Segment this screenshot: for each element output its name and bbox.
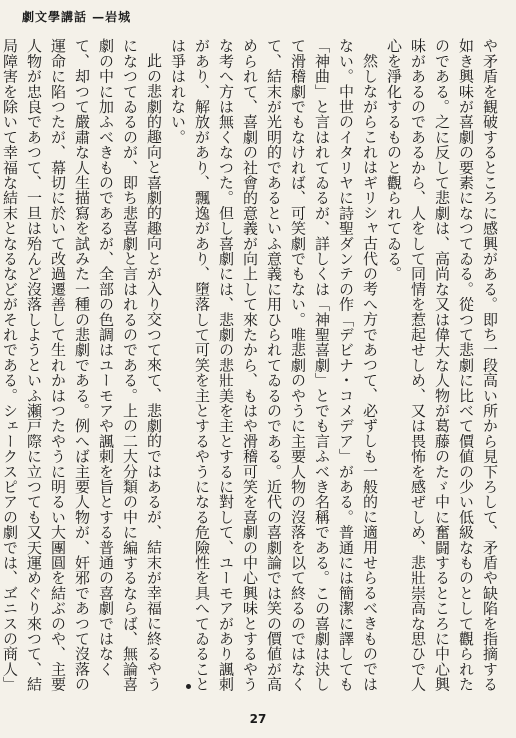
- paragraph: 此の悲劇的趣向と喜劇的趣向とが入り交つて來て、悲劇的ではあるが、結末が幸福に終るやうになつてゐるのが、即ち悲喜劇と言はれるのである。上の二大分類の中に編するならば、無論喜劇の中に加ふべきものであるが、全部の色調はユーモアや諷刺を旨とする普通の喜劇ではなくて、却つて嚴肅な人生描寫を試みた一種の悲劇である。例へば主要人物が、奸邪であつて沒落の運命に陷つたが、幕切に於いて改過遷善して生れかはつたやうに明るい大團圓を結ぶのや、主要人物が忠良であつて、一旦は殆んど沒落しようといふ瀬戸際に立つても又天運めぐり來つて、結局障害を除いて幸福な結末となるなどがそれである。シェークスピアの劇では、ヹニスの商人」: [1, 38, 163, 692]
- running-head: 劇文學講話 —岩城: [22, 10, 132, 24]
- body-text: [1, 38, 502, 696]
- paragraph: や矛盾を観破するところに感興がある。即ち一段高い所から見下ろして、矛盾や缺陷を指摘する如き興味が喜劇の要素になつてゐる。從つて悲劇に比べて價値の少い低級なものとして觀られたのである。之に反して悲劇は、高尚な又は偉大な人物が葛藤のたゞ中に奮闘するところに中心興味があるのであるから、人をして同情を惹起せしめ、又は畏怖を感ぜしめ、悲壯崇高な思ひで人心を淨化するものと觀られてゐる。: [385, 38, 499, 692]
- page-number: 27: [249, 712, 267, 726]
- paragraph: 然しながらこれはギリシャ古代の考へ方であつて、必ずしも一般的に適用せらるべきものではない。中世のイタリヤに詩聖ダンテの作「デビナ・コメデア」がある。普通には簡潔に譯しても「神曲」と言はれてゐるが、詳しくは「神聖喜劇」とでも言ふべき名稱である。この喜劇は決して滑稽劇でもなければ、可笑劇でもない。唯悲劇のやうに主要人物の沒落を以て終るのではなくて、結末が光明的であるといふ意義に用ひられてゐるのである。近代の喜劇論では笑の價値が高められて、喜劇の社會的意義が向上して來たから、もはや滑稽可笑を喜劇の中心興味とするやうな考へ方は無くなつた。但し喜劇には、悲劇の悲壯美を主とするに對して、ユーモアがあり諷刺があり、解放があり、飄逸があり、墮落して可笑を主とするやうになる危險性を具へてゐることは爭はれない。: [169, 38, 379, 692]
- bullet-dot: [186, 684, 191, 689]
